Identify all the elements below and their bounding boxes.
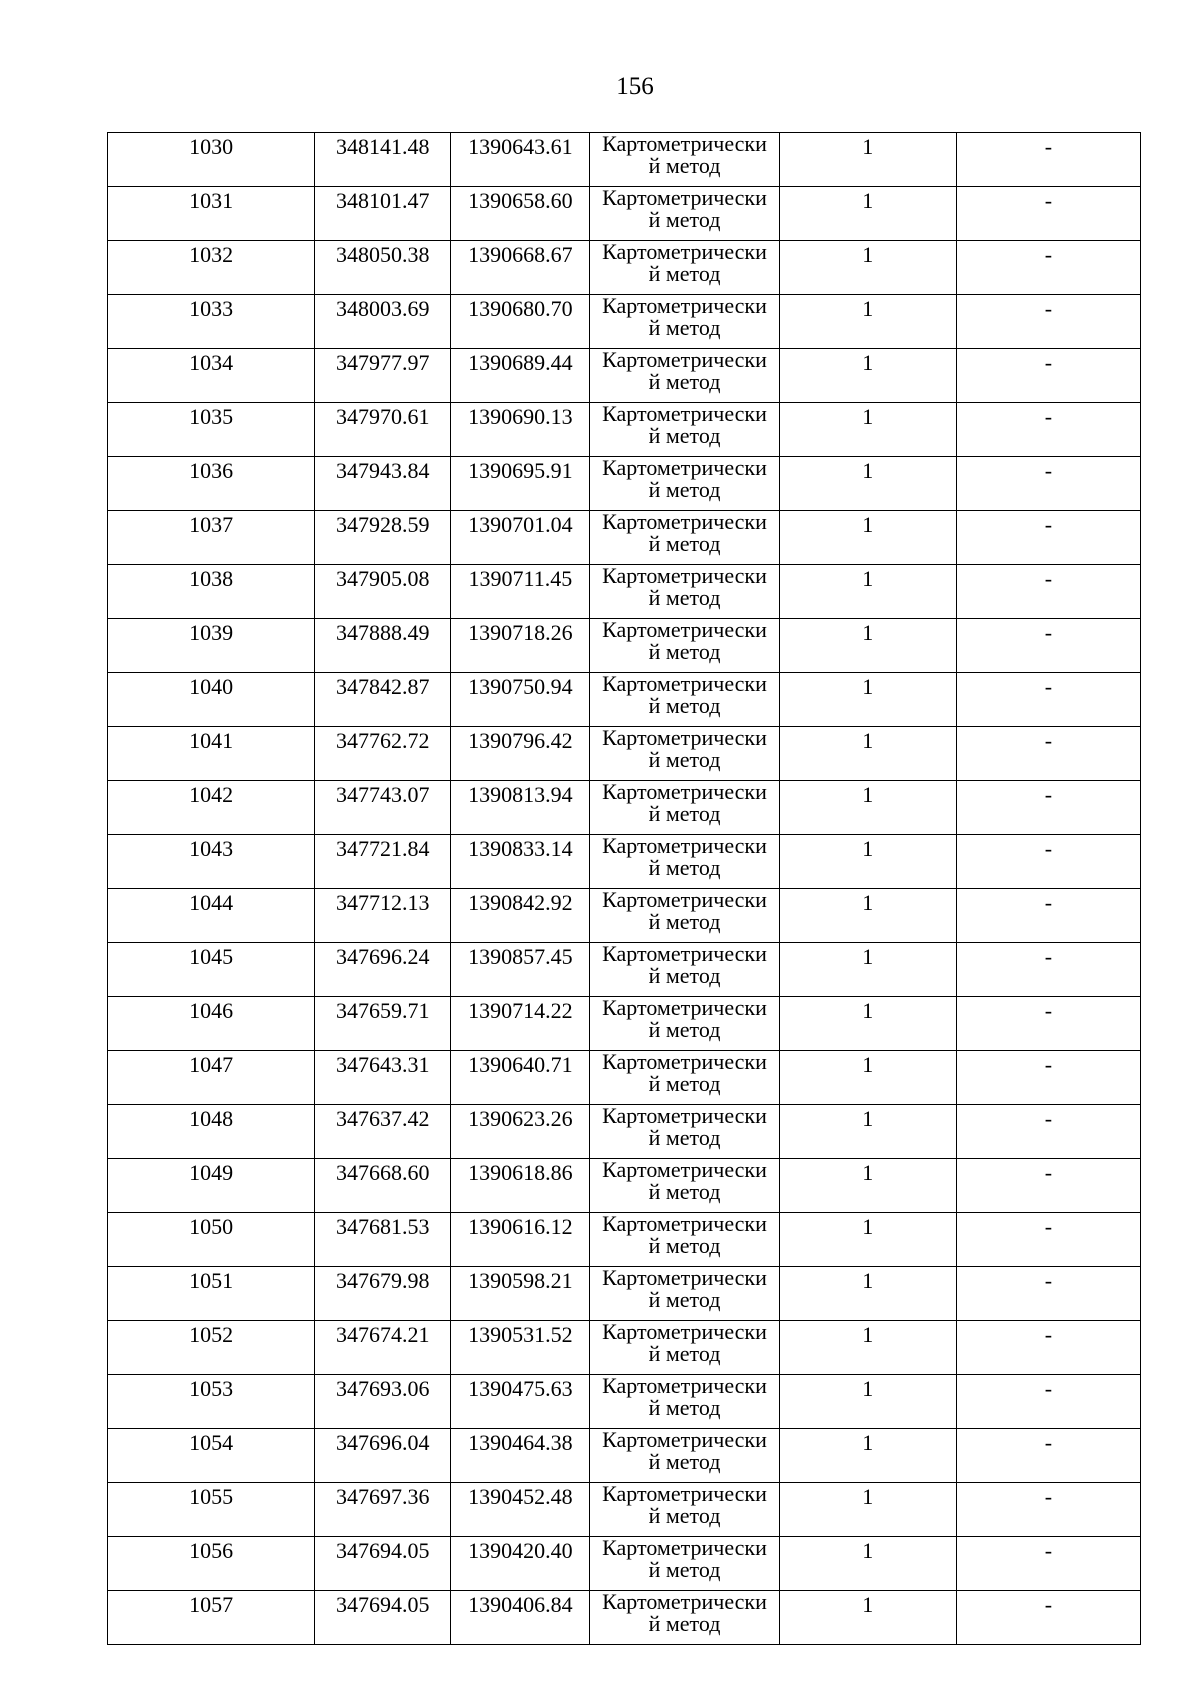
x-coordinate-cell: 347842.87 <box>315 673 451 727</box>
point-number-cell: 1034 <box>108 349 315 403</box>
y-coordinate-cell: 1390714.22 <box>451 997 590 1051</box>
method-cell: Картометрически й метод <box>590 133 779 187</box>
table-row <box>108 1375 1141 1429</box>
note-cell: - <box>956 997 1140 1051</box>
x-coordinate-cell: 347905.08 <box>315 565 451 619</box>
accuracy-cell: 1 <box>779 457 956 511</box>
note-cell: - <box>956 565 1140 619</box>
x-coordinate-cell: 347637.42 <box>315 1105 451 1159</box>
table-row <box>108 619 1141 673</box>
point-number-cell: 1045 <box>108 943 315 997</box>
table-row <box>108 673 1141 727</box>
point-number-cell: 1044 <box>108 889 315 943</box>
y-coordinate-cell: 1390643.61 <box>451 133 590 187</box>
coordinates-table-body <box>108 133 1141 1645</box>
x-coordinate-cell: 347696.04 <box>315 1429 451 1483</box>
method-cell: Картометрически й метод <box>590 241 779 295</box>
note-cell: - <box>956 619 1140 673</box>
method-cell: Картометрически й метод <box>590 1213 779 1267</box>
y-coordinate-cell: 1390813.94 <box>451 781 590 835</box>
accuracy-cell: 1 <box>779 889 956 943</box>
accuracy-cell: 1 <box>779 1105 956 1159</box>
note-cell: - <box>956 1105 1140 1159</box>
point-number-cell: 1040 <box>108 673 315 727</box>
note-cell: - <box>956 133 1140 187</box>
table-row <box>108 241 1141 295</box>
y-coordinate-cell: 1390695.91 <box>451 457 590 511</box>
point-number-cell: 1041 <box>108 727 315 781</box>
point-number-cell: 1056 <box>108 1537 315 1591</box>
accuracy-cell: 1 <box>779 1375 956 1429</box>
point-number-cell: 1050 <box>108 1213 315 1267</box>
x-coordinate-cell: 347928.59 <box>315 511 451 565</box>
accuracy-cell: 1 <box>779 1321 956 1375</box>
table-row <box>108 727 1141 781</box>
y-coordinate-cell: 1390680.70 <box>451 295 590 349</box>
x-coordinate-cell: 347712.13 <box>315 889 451 943</box>
accuracy-cell: 1 <box>779 997 956 1051</box>
note-cell: - <box>956 1429 1140 1483</box>
point-number-cell: 1051 <box>108 1267 315 1321</box>
note-cell: - <box>956 241 1140 295</box>
table-row <box>108 1591 1141 1645</box>
point-number-cell: 1053 <box>108 1375 315 1429</box>
accuracy-cell: 1 <box>779 673 956 727</box>
accuracy-cell: 1 <box>779 133 956 187</box>
table-row <box>108 1267 1141 1321</box>
accuracy-cell: 1 <box>779 835 956 889</box>
y-coordinate-cell: 1390598.21 <box>451 1267 590 1321</box>
y-coordinate-cell: 1390475.63 <box>451 1375 590 1429</box>
x-coordinate-cell: 347693.06 <box>315 1375 451 1429</box>
note-cell: - <box>956 889 1140 943</box>
accuracy-cell: 1 <box>779 1213 956 1267</box>
table-row <box>108 781 1141 835</box>
y-coordinate-cell: 1390406.84 <box>451 1591 590 1645</box>
method-cell: Картометрически й метод <box>590 511 779 565</box>
table-row <box>108 1051 1141 1105</box>
table-row <box>108 1159 1141 1213</box>
method-cell: Картометрически й метод <box>590 187 779 241</box>
note-cell: - <box>956 1051 1140 1105</box>
point-number-cell: 1036 <box>108 457 315 511</box>
accuracy-cell: 1 <box>779 943 956 997</box>
point-number-cell: 1054 <box>108 1429 315 1483</box>
method-cell: Картометрически й метод <box>590 1537 779 1591</box>
method-cell: Картометрически й метод <box>590 997 779 1051</box>
y-coordinate-cell: 1390750.94 <box>451 673 590 727</box>
method-cell: Картометрически й метод <box>590 1429 779 1483</box>
x-coordinate-cell: 347694.05 <box>315 1537 451 1591</box>
note-cell: - <box>956 1483 1140 1537</box>
x-coordinate-cell: 347970.61 <box>315 403 451 457</box>
table-row <box>108 295 1141 349</box>
table-row <box>108 997 1141 1051</box>
y-coordinate-cell: 1390711.45 <box>451 565 590 619</box>
accuracy-cell: 1 <box>779 1429 956 1483</box>
x-coordinate-cell: 347888.49 <box>315 619 451 673</box>
method-cell: Картометрически й метод <box>590 457 779 511</box>
method-cell: Картометрически й метод <box>590 295 779 349</box>
note-cell: - <box>956 781 1140 835</box>
accuracy-cell: 1 <box>779 727 956 781</box>
method-cell: Картометрически й метод <box>590 1375 779 1429</box>
method-cell: Картометрически й метод <box>590 781 779 835</box>
x-coordinate-cell: 347762.72 <box>315 727 451 781</box>
table-row <box>108 1213 1141 1267</box>
x-coordinate-cell: 347696.24 <box>315 943 451 997</box>
accuracy-cell: 1 <box>779 295 956 349</box>
y-coordinate-cell: 1390531.52 <box>451 1321 590 1375</box>
accuracy-cell: 1 <box>779 511 956 565</box>
accuracy-cell: 1 <box>779 565 956 619</box>
x-coordinate-cell: 347643.31 <box>315 1051 451 1105</box>
note-cell: - <box>956 943 1140 997</box>
note-cell: - <box>956 1591 1140 1645</box>
note-cell: - <box>956 511 1140 565</box>
method-cell: Картометрически й метод <box>590 1267 779 1321</box>
table-row <box>108 187 1141 241</box>
x-coordinate-cell: 348003.69 <box>315 295 451 349</box>
y-coordinate-cell: 1390690.13 <box>451 403 590 457</box>
x-coordinate-cell: 347681.53 <box>315 1213 451 1267</box>
table-row <box>108 349 1141 403</box>
note-cell: - <box>956 1159 1140 1213</box>
accuracy-cell: 1 <box>779 241 956 295</box>
point-number-cell: 1048 <box>108 1105 315 1159</box>
y-coordinate-cell: 1390616.12 <box>451 1213 590 1267</box>
method-cell: Картометрически й метод <box>590 673 779 727</box>
point-number-cell: 1046 <box>108 997 315 1051</box>
point-number-cell: 1038 <box>108 565 315 619</box>
accuracy-cell: 1 <box>779 1537 956 1591</box>
y-coordinate-cell: 1390640.71 <box>451 1051 590 1105</box>
table-row <box>108 1537 1141 1591</box>
y-coordinate-cell: 1390796.42 <box>451 727 590 781</box>
method-cell: Картометрически й метод <box>590 619 779 673</box>
table-row <box>108 943 1141 997</box>
x-coordinate-cell: 347977.97 <box>315 349 451 403</box>
method-cell: Картометрически й метод <box>590 943 779 997</box>
x-coordinate-cell: 347659.71 <box>315 997 451 1051</box>
note-cell: - <box>956 1321 1140 1375</box>
method-cell: Картометрически й метод <box>590 1105 779 1159</box>
method-cell: Картометрически й метод <box>590 1483 779 1537</box>
accuracy-cell: 1 <box>779 1483 956 1537</box>
y-coordinate-cell: 1390718.26 <box>451 619 590 673</box>
point-number-cell: 1042 <box>108 781 315 835</box>
note-cell: - <box>956 727 1140 781</box>
x-coordinate-cell: 348050.38 <box>315 241 451 295</box>
accuracy-cell: 1 <box>779 1267 956 1321</box>
point-number-cell: 1055 <box>108 1483 315 1537</box>
y-coordinate-cell: 1390857.45 <box>451 943 590 997</box>
point-number-cell: 1031 <box>108 187 315 241</box>
point-number-cell: 1039 <box>108 619 315 673</box>
point-number-cell: 1043 <box>108 835 315 889</box>
note-cell: - <box>956 1537 1140 1591</box>
method-cell: Картометрически й метод <box>590 1159 779 1213</box>
method-cell: Картометрически й метод <box>590 1321 779 1375</box>
table-row <box>108 1483 1141 1537</box>
x-coordinate-cell: 347743.07 <box>315 781 451 835</box>
table-row <box>108 835 1141 889</box>
table-row <box>108 133 1141 187</box>
point-number-cell: 1047 <box>108 1051 315 1105</box>
table-row <box>108 1105 1141 1159</box>
method-cell: Картометрически й метод <box>590 889 779 943</box>
note-cell: - <box>956 187 1140 241</box>
note-cell: - <box>956 1375 1140 1429</box>
y-coordinate-cell: 1390618.86 <box>451 1159 590 1213</box>
y-coordinate-cell: 1390464.38 <box>451 1429 590 1483</box>
accuracy-cell: 1 <box>779 403 956 457</box>
note-cell: - <box>956 1213 1140 1267</box>
x-coordinate-cell: 347697.36 <box>315 1483 451 1537</box>
accuracy-cell: 1 <box>779 1051 956 1105</box>
method-cell: Картометрически й метод <box>590 1591 779 1645</box>
y-coordinate-cell: 1390658.60 <box>451 187 590 241</box>
y-coordinate-cell: 1390668.67 <box>451 241 590 295</box>
method-cell: Картометрически й метод <box>590 835 779 889</box>
note-cell: - <box>956 835 1140 889</box>
table-row <box>108 565 1141 619</box>
note-cell: - <box>956 295 1140 349</box>
x-coordinate-cell: 347943.84 <box>315 457 451 511</box>
table-row <box>108 1429 1141 1483</box>
x-coordinate-cell: 348141.48 <box>315 133 451 187</box>
table-row <box>108 457 1141 511</box>
x-coordinate-cell: 347668.60 <box>315 1159 451 1213</box>
point-number-cell: 1032 <box>108 241 315 295</box>
note-cell: - <box>956 349 1140 403</box>
y-coordinate-cell: 1390701.04 <box>451 511 590 565</box>
method-cell: Картометрически й метод <box>590 1051 779 1105</box>
table-row <box>108 1321 1141 1375</box>
point-number-cell: 1033 <box>108 295 315 349</box>
method-cell: Картометрически й метод <box>590 403 779 457</box>
coordinates-table <box>107 132 1141 1645</box>
page-number: 156 <box>616 73 654 100</box>
accuracy-cell: 1 <box>779 187 956 241</box>
y-coordinate-cell: 1390842.92 <box>451 889 590 943</box>
note-cell: - <box>956 403 1140 457</box>
table-row <box>108 403 1141 457</box>
point-number-cell: 1037 <box>108 511 315 565</box>
x-coordinate-cell: 347674.21 <box>315 1321 451 1375</box>
accuracy-cell: 1 <box>779 1591 956 1645</box>
table-row <box>108 511 1141 565</box>
method-cell: Картометрически й метод <box>590 727 779 781</box>
method-cell: Картометрически й метод <box>590 565 779 619</box>
note-cell: - <box>956 457 1140 511</box>
accuracy-cell: 1 <box>779 349 956 403</box>
point-number-cell: 1057 <box>108 1591 315 1645</box>
y-coordinate-cell: 1390420.40 <box>451 1537 590 1591</box>
note-cell: - <box>956 673 1140 727</box>
point-number-cell: 1035 <box>108 403 315 457</box>
point-number-cell: 1030 <box>108 133 315 187</box>
note-cell: - <box>956 1267 1140 1321</box>
y-coordinate-cell: 1390452.48 <box>451 1483 590 1537</box>
x-coordinate-cell: 347721.84 <box>315 835 451 889</box>
x-coordinate-cell: 348101.47 <box>315 187 451 241</box>
table-row <box>108 889 1141 943</box>
point-number-cell: 1049 <box>108 1159 315 1213</box>
method-cell: Картометрически й метод <box>590 349 779 403</box>
accuracy-cell: 1 <box>779 781 956 835</box>
y-coordinate-cell: 1390833.14 <box>451 835 590 889</box>
point-number-cell: 1052 <box>108 1321 315 1375</box>
accuracy-cell: 1 <box>779 1159 956 1213</box>
y-coordinate-cell: 1390623.26 <box>451 1105 590 1159</box>
y-coordinate-cell: 1390689.44 <box>451 349 590 403</box>
x-coordinate-cell: 347679.98 <box>315 1267 451 1321</box>
x-coordinate-cell: 347694.05 <box>315 1591 451 1645</box>
accuracy-cell: 1 <box>779 619 956 673</box>
